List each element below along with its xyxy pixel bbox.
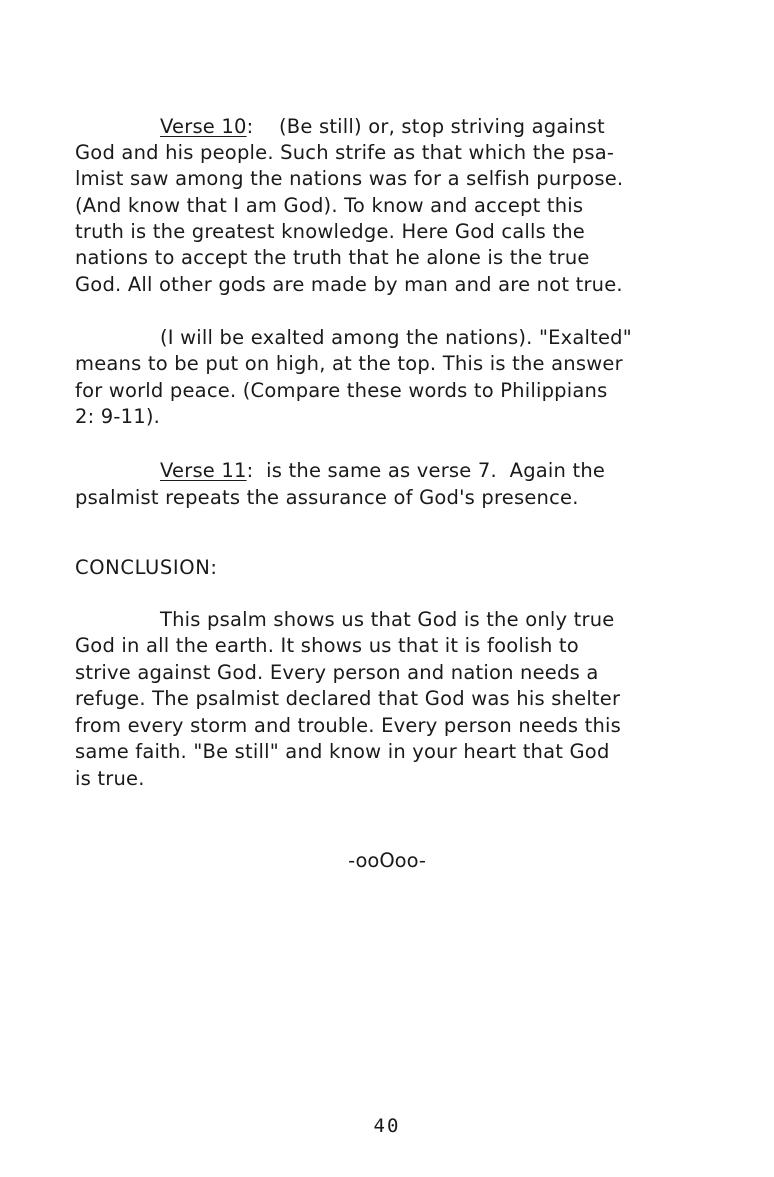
- line-text: : (Be still) or, stop striving against: [246, 115, 605, 138]
- verse-label: Verse 11: [160, 459, 247, 482]
- paragraph-line: same faith. "Be still" and know in your heart that God: [75, 740, 610, 763]
- paragraph-line: (I will be exalted among the nations). "Exalted": [160, 326, 632, 349]
- paragraph-line: for world peace. (Compare these words to Philippians: [75, 379, 608, 402]
- paragraph-line: lmist saw among the nations was for a selfish purpose.: [75, 167, 624, 190]
- paragraph-line: God in all the earth. It shows us that it is foolish to: [75, 634, 579, 657]
- paragraph-line: means to be put on high, at the top. This is the answer: [75, 352, 623, 375]
- paragraph-line: God. All other gods are made by man and are not true.: [75, 273, 623, 296]
- line-text: : is the same as verse 7. Again the: [246, 459, 606, 482]
- paragraph-line: strive against God. Every person and nation needs a: [75, 661, 599, 684]
- paragraph-line: 2: 9-11).: [75, 405, 161, 428]
- page-number: 40: [373, 1115, 401, 1137]
- paragraph-line: truth is the greatest knowledge. Here God calls the: [75, 220, 585, 243]
- paragraph-line: [160, 114, 605, 140]
- section-separator: -ooOoo-: [348, 849, 426, 872]
- paragraph-line: is true.: [75, 767, 145, 790]
- paragraph-line: (And know that I am God). To know and accept this: [75, 194, 584, 217]
- paragraph-line: [160, 458, 605, 484]
- paragraph-line: refuge. The psalmist declared that God was his shelter: [75, 687, 621, 710]
- conclusion-heading: CONCLUSION:: [75, 556, 218, 579]
- paragraph-line: God and his people. Such strife as that which the psa-: [75, 141, 615, 164]
- paragraph-line: nations to accept the truth that he alone is the true: [75, 246, 590, 269]
- verse-label: Verse 10: [160, 115, 247, 138]
- paragraph-line: from every storm and trouble. Every person needs this: [75, 714, 621, 737]
- paragraph-line: This psalm shows us that God is the only true: [160, 608, 615, 631]
- paragraph-line: psalmist repeats the assurance of God's presence.: [75, 486, 579, 509]
